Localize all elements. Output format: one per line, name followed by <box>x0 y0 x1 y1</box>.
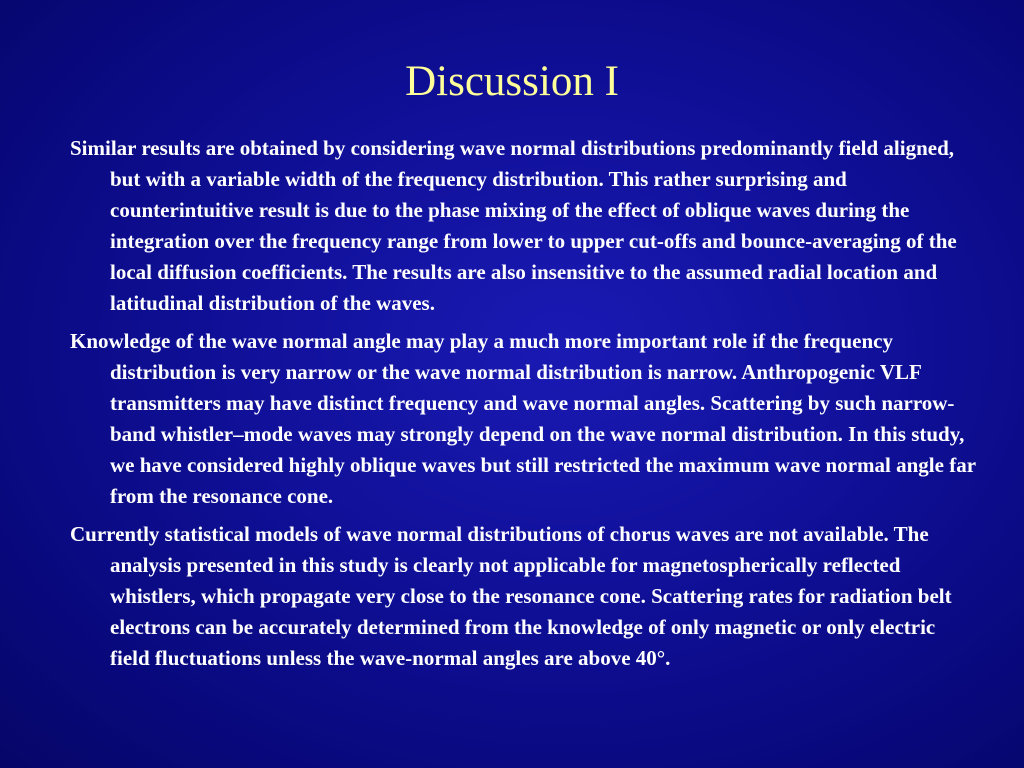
slide-title: Discussion I <box>405 58 619 105</box>
body-paragraph: Knowledge of the wave normal angle may play a much more important role if the frequency distribution is very narrow or the wave normal distribution is narrow. Anthropogenic VLF transmitters may have distinct frequency and wave normal angles. Scattering by such narrow-band whistler–mode waves may strongly depend on the wave normal distribution. In this study, we have considered highly oblique waves but still restricted the maximum wave normal angle far from the resonance cone. <box>70 329 976 508</box>
body-paragraph: Currently statistical models of wave normal distributions of chorus waves are not available. The analysis presented in this study is clearly not applicable for magnetospherically reflected whistlers, which propagate very close to the resonance cone. Scattering rates for radiation belt electrons can be accurately determined from the knowledge of only magnetic or only electric field fluctuations unless the wave-normal angles are above 40°. <box>70 522 952 670</box>
slide-body <box>70 133 976 681</box>
body-paragraph: Similar results are obtained by considering wave normal distributions predominantly field aligned, but with a variable width of the frequency distribution. This rather surprising and counterintuitive result is due to the phase mixing of the effect of oblique waves during the integration over the frequency range from lower to upper cut-offs and bounce-averaging of the local diffusion coefficients. The results are also insensitive to the assumed radial location and latitudinal distribution of the waves. <box>70 136 957 315</box>
